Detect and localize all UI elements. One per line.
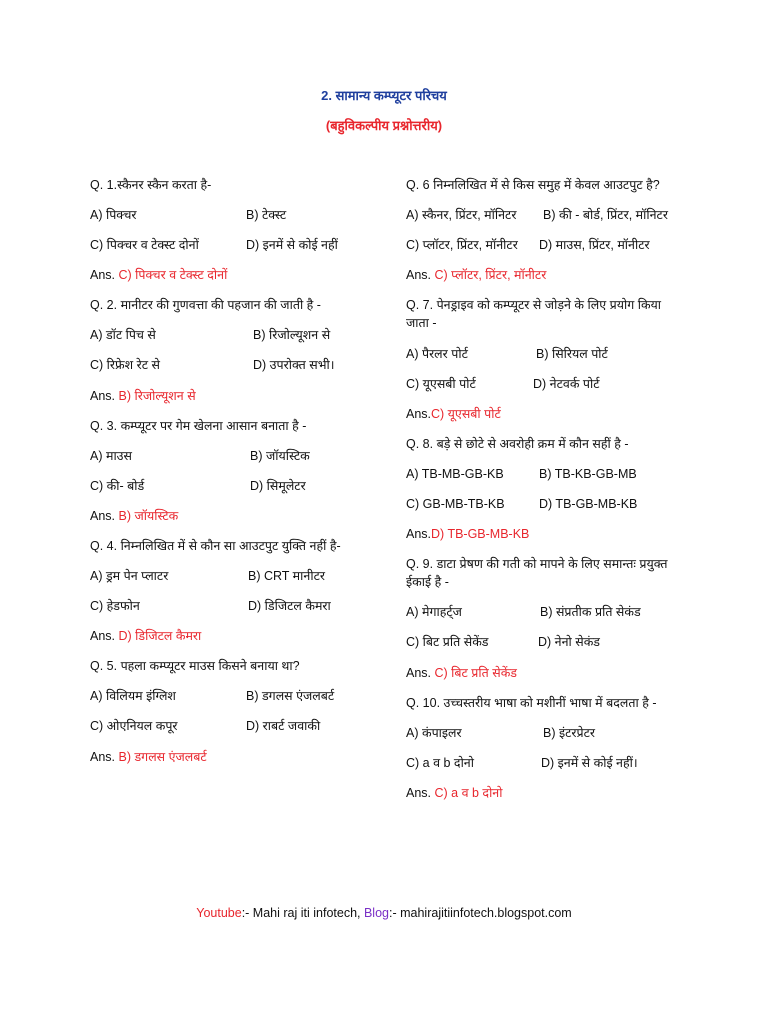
page-title: 2. सामान्य कम्प्यूटर परिचय xyxy=(321,88,447,103)
question-text: Q. 3. कम्प्यूटर पर गेम खेलना आसान बनाता है - xyxy=(90,419,307,433)
youtube-label: Youtube xyxy=(196,906,242,920)
answer-prefix: Ans. xyxy=(406,527,432,541)
option-b: B) रिजोल्यूशन से xyxy=(253,328,331,342)
option-d: D) राबर्ट जवाकी xyxy=(246,719,321,733)
option-b: B) डगलस एंजलबर्ट xyxy=(246,689,335,703)
answer-line xyxy=(406,527,529,542)
answer-prefix: Ans. xyxy=(90,750,116,764)
answer-line xyxy=(90,509,178,524)
answer-value: C) बिट प्रति सेकेंड xyxy=(434,666,517,680)
question-text: Q. 2. मानीटर की गुणवत्ता की पहजान की जाती है - xyxy=(90,298,321,312)
question-text: Q. 4. निम्नलिखित में से कौन सा आउटपुट युक्ति नहीं है- xyxy=(90,539,341,553)
option-b: B) TB-KB-GB-MB xyxy=(539,467,637,481)
option-c: C) हेडफोन xyxy=(90,599,140,613)
answer-prefix: Ans. xyxy=(406,407,432,421)
option-c: C) पिक्चर व टेक्स्ट दोनों xyxy=(90,238,199,252)
option-a: A) ड्रम पेन प्लाटर xyxy=(90,569,169,583)
page-subtitle: (बहुविकल्पीय प्रश्नोत्तरीय) xyxy=(325,118,443,133)
answer-line xyxy=(90,629,201,644)
answer-line xyxy=(90,389,196,404)
option-b: B) जॉयस्टिक xyxy=(250,449,310,463)
answer-line xyxy=(406,268,546,283)
question-text: Q. 5. पहला कम्प्यूटर माउस किसने बनाया था? xyxy=(90,659,300,673)
option-a: A) TB-MB-GB-KB xyxy=(406,467,504,481)
answer-line xyxy=(90,268,227,283)
option-a: A) पिक्चर xyxy=(90,208,137,222)
answer-prefix: Ans. xyxy=(406,666,432,680)
answer-prefix: Ans. xyxy=(90,268,116,282)
option-a: A) पैरलर पोर्ट xyxy=(406,347,468,361)
question-text: Q. 9. डाटा प्रेषण की गती को मापने के लिए समान्तः प्रयुक्त ईकाई है - xyxy=(406,557,668,589)
option-a: A) कंपाइलर xyxy=(406,726,462,740)
answer-line xyxy=(406,786,503,801)
option-c: C) रिफ्रेश रेट से xyxy=(90,358,160,372)
question-text: Q. 10. उच्चस्तरीय भाषा को मशीनीं भाषा में बदलता है - xyxy=(406,696,657,710)
answer-line xyxy=(90,750,207,765)
answer-value: C) प्लॉटर, प्रिंटर, मॉनीटर xyxy=(434,268,547,282)
question-text: Q. 7. पेनड्राइव को कम्प्यूटर से जोड़ने के लिए प्रयोग किया जाता - xyxy=(406,298,662,330)
answer-prefix: Ans. xyxy=(90,629,116,643)
option-a: A) मेगाहर्ट्ज xyxy=(406,605,462,619)
option-a: A) डॉट पिच से xyxy=(90,328,156,342)
answer-prefix: Ans. xyxy=(406,786,432,800)
answer-prefix: Ans. xyxy=(406,268,432,282)
option-d: D) माउस, प्रिंटर, मॉनीटर xyxy=(539,238,650,252)
option-a: A) माउस xyxy=(90,449,132,463)
option-c: C) की- बोर्ड xyxy=(90,479,145,493)
option-b: B) सिरियल पोर्ट xyxy=(536,347,608,361)
option-d: D) इनमें से कोई नहीं xyxy=(246,238,338,252)
option-c: C) यूएसबी पोर्ट xyxy=(406,377,476,391)
answer-line xyxy=(406,666,517,681)
option-b: B) इंटरप्रेटर xyxy=(543,726,596,740)
option-d: D) नेटवर्क पोर्ट xyxy=(533,377,600,391)
answer-line xyxy=(406,407,501,422)
option-c: C) ओएनियल कपूर xyxy=(90,719,178,733)
option-c: C) GB-MB-TB-KB xyxy=(406,497,505,511)
question-text: Q. 1.स्कैनर स्कैन करता है- xyxy=(90,178,212,192)
answer-value: C) पिक्चर व टेक्स्ट दोनों xyxy=(118,268,228,282)
answer-value: B) डगलस एंजलबर्ट xyxy=(118,750,207,764)
option-d: D) डिजिटल कैमरा xyxy=(248,599,331,613)
answer-value: C) यूएसबी पोर्ट xyxy=(431,407,501,421)
question-text: Q. 8. बड़े से छोटे से अवरोही क्रम में कौन सहीं है - xyxy=(406,437,629,451)
answer-value: B) रिजोल्यूशन से xyxy=(118,389,196,403)
option-b: B) की - बोर्ड, प्रिंटर, मॉनिटर xyxy=(543,208,668,222)
answer-value: D) डिजिटल कैमरा xyxy=(118,629,202,643)
question-text: Q. 6 निम्नलिखित में से किस समुह में केवल आउटपुट है? xyxy=(406,178,660,192)
option-a: A) स्कैनर, प्रिंटर, मॉनिटर xyxy=(406,208,517,222)
answer-prefix: Ans. xyxy=(90,389,116,403)
option-d: D) इनमें से कोई नहीं। xyxy=(541,756,638,770)
answer-value: D) TB-GB-MB-KB xyxy=(431,527,530,541)
option-c: C) a व b दोनो xyxy=(406,756,474,770)
option-d: D) सिमूलेटर xyxy=(250,479,306,493)
option-d: D) उपरोक्त सभी। xyxy=(253,358,335,372)
option-b: B) संप्रतीक प्रति सेकंड xyxy=(540,605,641,619)
youtube-text: :- Mahi raj iti infotech, xyxy=(241,906,364,920)
option-b: B) CRT मानीटर xyxy=(248,569,325,583)
answer-prefix: Ans. xyxy=(90,509,116,523)
footer xyxy=(0,906,768,921)
option-d: D) नेनो सेकंड xyxy=(538,635,600,649)
answer-value: B) जॉयस्टिक xyxy=(118,509,179,523)
blog-label: Blog xyxy=(363,906,389,920)
option-c: C) बिट प्रति सेकेंड xyxy=(406,635,489,649)
option-d: D) TB-GB-MB-KB xyxy=(539,497,638,511)
option-b: B) टेक्स्ट xyxy=(246,208,287,222)
answer-value: C) a व b दोनो xyxy=(434,786,503,800)
option-c: C) प्लॉटर, प्रिंटर, मॉनीटर xyxy=(406,238,518,252)
option-a: A) विलियम इंग्लिश xyxy=(90,689,176,703)
blog-text: :- mahirajitiinfotech.blogspot.com xyxy=(389,906,572,920)
